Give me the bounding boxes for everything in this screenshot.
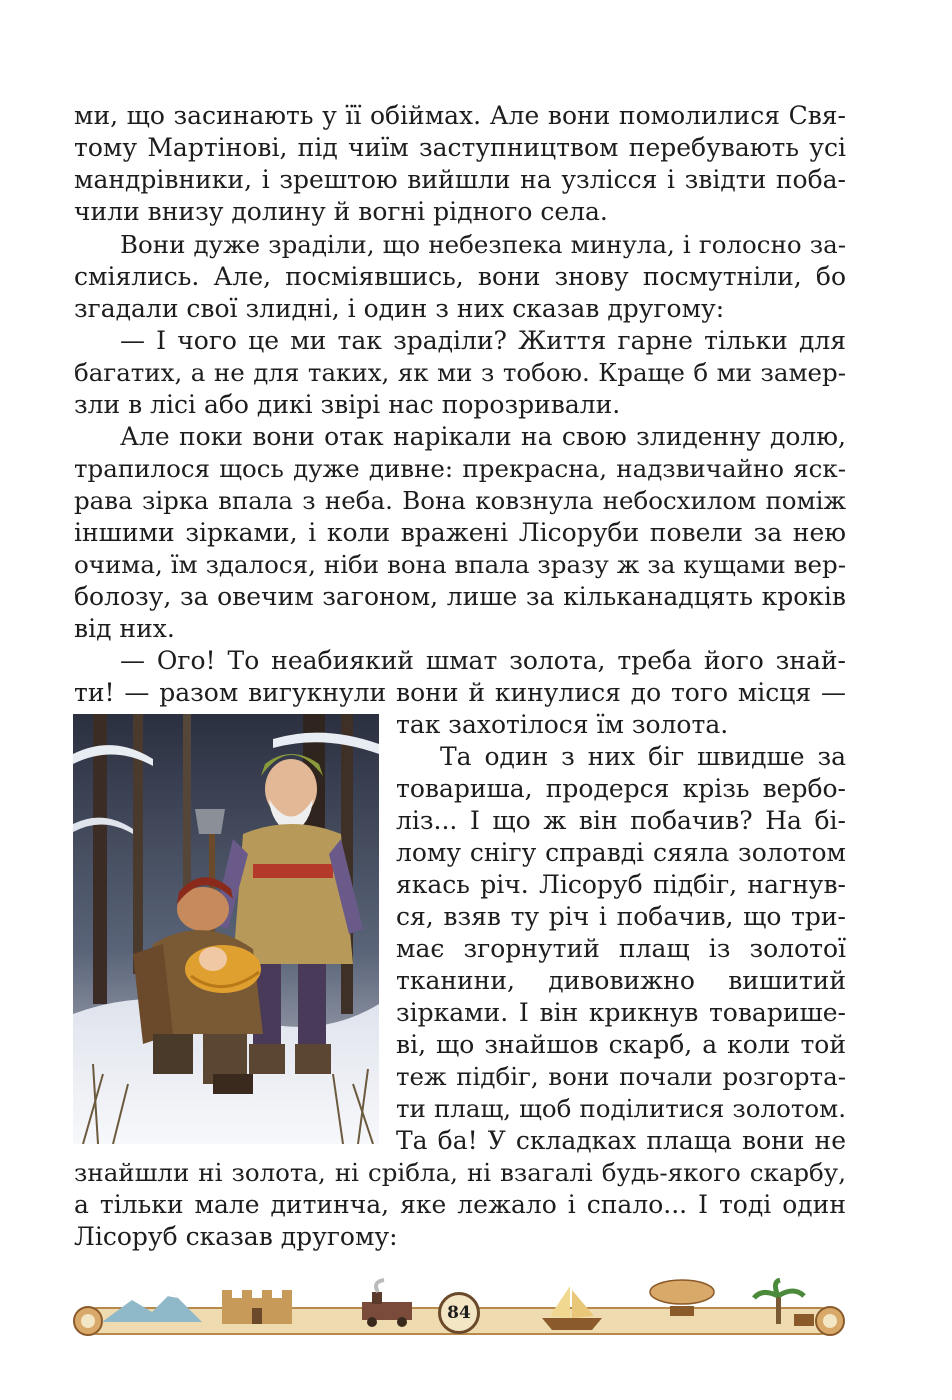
text-line: Та ба! У складках плаща вони не	[396, 1126, 846, 1155]
text-line: чили внизу долину й вогні рідного села.	[74, 197, 608, 226]
text-line: так захотілося їм золота.	[396, 710, 729, 739]
text-line: товариша, продерся крізь вербо-	[396, 774, 846, 803]
text-line: ліз... І що ж він побачив? На бі-	[396, 806, 846, 835]
text-line: ти плащ, щоб поділитися золотом.	[396, 1094, 846, 1123]
text-line: ми, що засинають у її обіймах. Але вони помолилися Свя-	[74, 101, 846, 130]
text-line: Лісоруб сказав другому:	[74, 1222, 398, 1251]
text-line: лому снігу справді сяяла золотом	[396, 838, 846, 867]
page-number: 84	[447, 1303, 471, 1323]
text-line: згадали свої злидні, і один з них сказав другому:	[74, 294, 725, 323]
text-line: болозу, за овечим загоном, лише за кільканадцять кроків	[74, 582, 846, 611]
text-line: мандрівники, і зрештою вийшли на узлісся і звідти поба-	[74, 165, 846, 194]
page-number-badge	[438, 1292, 480, 1334]
text-line: тканини, дивовижно вишитий	[396, 966, 846, 995]
text-line: — Ого! То неабиякий шмат золота, треба його знай-	[120, 646, 846, 675]
text-line: Та один з них біг швидше за	[440, 742, 846, 771]
text-line: від них.	[74, 614, 175, 643]
text-line: Але поки вони отак нарікали на свою злиденну долю,	[120, 422, 846, 451]
text-line: тому Мартінові, під чиїм заступництвом перебувають усі	[74, 133, 846, 162]
text-line: іншими зірками, і коли вражені Лісоруби повели за нею	[74, 518, 846, 547]
text-line: зли в лісі або дикі звірі нас порозривали.	[74, 390, 621, 419]
text-line: багатих, а не для таких, як ми з тобою. Краще б ми замер-	[74, 358, 846, 387]
text-line: очима, їм здалося, ніби вона впала зразу ж за кущами вер-	[74, 550, 846, 579]
text-line: — І чого це ми так зраділи? Життя гарне тільки для	[120, 326, 846, 355]
text-line: рава зірка впала з неба. Вона ковзнула небосхилом поміж	[74, 486, 846, 515]
text-line: теж підбіг, вони почали розгорта-	[396, 1062, 846, 1091]
text-line: Вони дуже зраділи, що небезпека минула, і голосно за-	[120, 230, 846, 259]
text-line: трапилося щось дуже дивне: прекрасна, надзвичайно яск-	[74, 454, 846, 483]
text-line: а тільки мале дитинча, яке лежало і спало... І тоді один	[74, 1190, 846, 1219]
text-line: знайшли ні золота, ні срібла, ні взагалі будь-якого скарбу,	[74, 1158, 846, 1187]
text-line: зірками. І він крикнув товарише-	[396, 998, 846, 1027]
text-line: сміялись. Але, посміявшись, вони знову посмутніли, бо	[74, 262, 846, 291]
text-line: ся, взяв ту річ і побачив, що три-	[396, 902, 846, 931]
text-line: має згорнутий плащ із золотої	[396, 934, 846, 963]
text-line: ти! — разом вигукнули вони й кинулися до того місця —	[74, 678, 846, 707]
woodcutters-illustration	[73, 714, 379, 1144]
text-line: ві, що знайшов скарб, а коли той	[396, 1030, 846, 1059]
text-line: якась річ. Лісоруб підбіг, нагнув-	[396, 870, 846, 899]
